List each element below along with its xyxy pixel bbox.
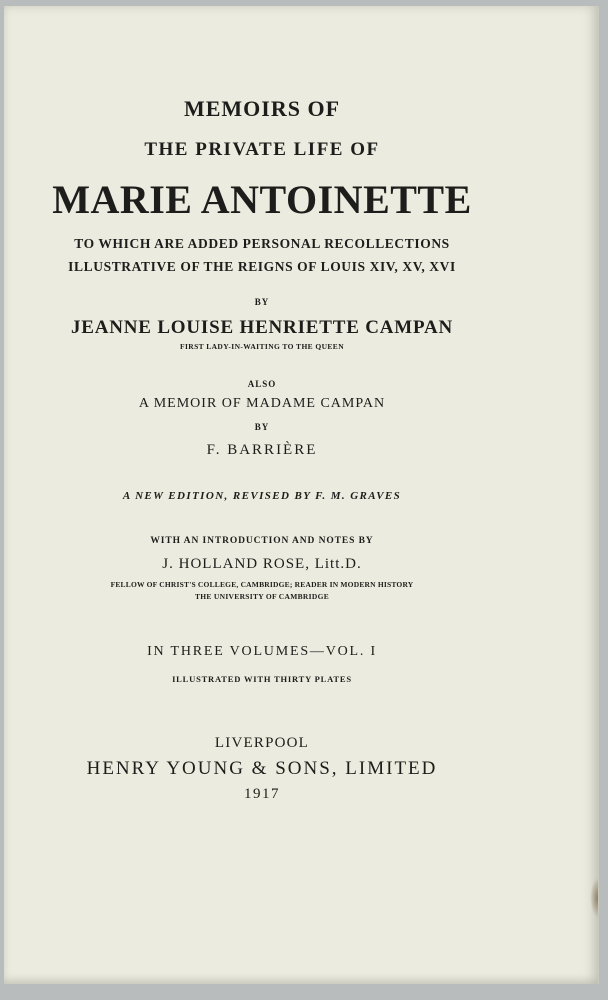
by-label-2: BY bbox=[254, 422, 270, 432]
author-name: JEANNE LOUISE HENRIETTE CAMPAN bbox=[70, 317, 454, 338]
author-role: FIRST LADY-IN-WAITING TO THE QUEEN bbox=[179, 342, 345, 351]
volumes-line: IN THREE VOLUMES—VOL. I bbox=[147, 644, 377, 659]
memoir-title: A MEMOIR OF MADAME CAMPAN bbox=[138, 396, 386, 411]
editor-name: J. HOLLAND ROSE, Litt.D. bbox=[162, 556, 362, 572]
page-edge-stain bbox=[590, 878, 598, 918]
by-label-1: BY bbox=[254, 297, 270, 307]
title-line-memoirs-of: MEMOIRS OF bbox=[183, 96, 341, 121]
edition-line: A NEW EDITION, REVISED BY F. M. GRAVES bbox=[122, 490, 402, 502]
plates-line: ILLUSTRATED WITH THIRTY PLATES bbox=[172, 674, 352, 684]
subtitle-line-1: TO WHICH ARE ADDED PERSONAL RECOLLECTIONS bbox=[74, 236, 450, 251]
publication-place: LIVERPOOL bbox=[214, 735, 310, 751]
also-label: ALSO bbox=[247, 379, 277, 389]
editor-role-2: THE UNIVERSITY OF CAMBRIDGE bbox=[194, 592, 330, 601]
publication-year: 1917 bbox=[244, 786, 280, 802]
editor-role-1: FELLOW OF CHRIST'S COLLEGE, CAMBRIDGE; READER IN MODERN HISTORY bbox=[110, 580, 414, 589]
introduction-line: WITH AN INTRODUCTION AND NOTES BY bbox=[150, 536, 374, 546]
subtitle-line-2: ILLUSTRATIVE OF THE REIGNS OF LOUIS XIV, XV, XVI bbox=[68, 259, 456, 274]
title-page bbox=[4, 6, 599, 984]
main-title: MARIE ANTOINETTE bbox=[52, 177, 472, 222]
title-line-private-life: THE PRIVATE LIFE OF bbox=[144, 139, 380, 160]
memoir-author: F. BARRIÈRE bbox=[206, 442, 318, 458]
publisher-name: HENRY YOUNG & SONS, LIMITED bbox=[86, 758, 438, 779]
